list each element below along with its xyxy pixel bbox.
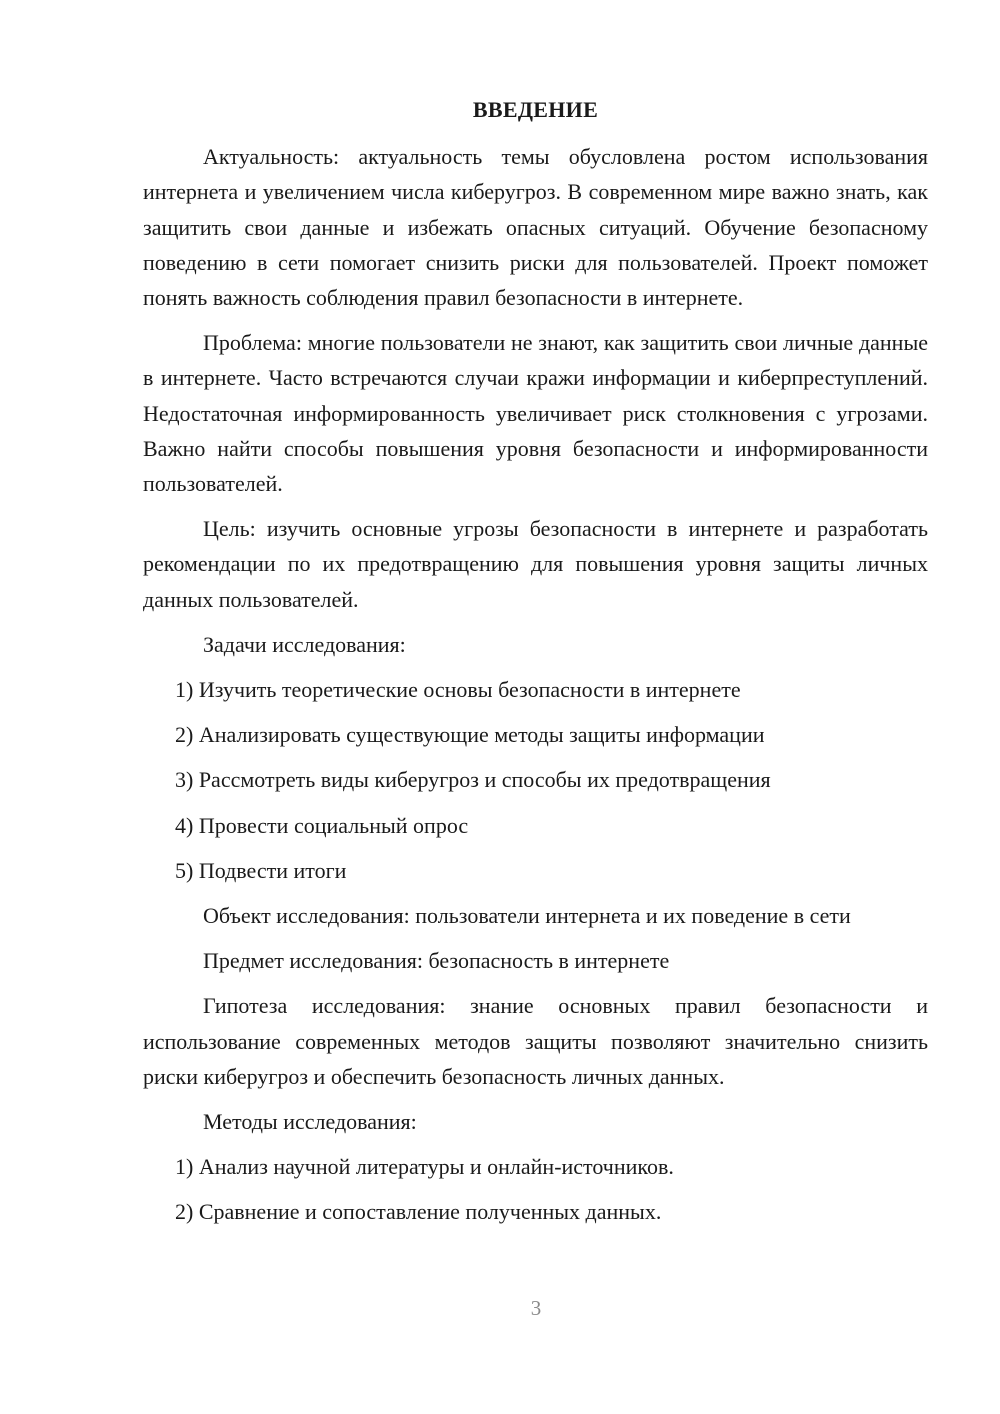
document-page <box>143 92 928 1240</box>
object-paragraph: Объект исследования: пользователи интернета и их поведение в сети <box>203 903 851 929</box>
list-item: 5) Подвести итоги <box>175 857 347 883</box>
tasks-heading: Задачи исследования: <box>203 631 406 657</box>
goal-paragraph: Цель: изучить основные угрозы безопасности в интернете и разработать рекомендации по их предотвращению для повышения уровня защиты личных данных пользователей. <box>143 516 928 612</box>
page-number: 3 <box>530 1296 542 1320</box>
problem-paragraph: Проблема: многие пользователи не знают, как защитить свои личные данные в интернете. Часто встречаются случаи кражи информации и киберпреступлений. Недостаточная информированность увеличивает риск столкновения с угрозами. Важно найти способы повышения уровня безопасности и информированности пользователей. <box>143 330 928 497</box>
list-item: 1) Изучить теоретические основы безопасности в интернете <box>175 677 741 703</box>
list-item: 2) Сравнение и сопоставление полученных данных. <box>175 1199 662 1225</box>
list-item: 2) Анализировать существующие методы защиты информации <box>175 722 765 748</box>
list-item: 3) Рассмотреть виды киберугроз и способы их предотвращения <box>175 767 771 793</box>
methods-heading: Методы исследования: <box>203 1109 417 1135</box>
subject-paragraph: Предмет исследования: безопасность в интернете <box>203 948 670 974</box>
methods-list <box>143 1149 928 1229</box>
list-item: 4) Провести социальный опрос <box>175 812 469 838</box>
list-item: 1) Анализ научной литературы и онлайн-источников. <box>175 1154 674 1180</box>
relevance-paragraph: Актуальность: актуальность темы обусловлена ростом использования интернета и увеличением числа киберугроз. В современном мире важно знать, как защитить свои данные и избежать опасных ситуаций. Обучение безопасному поведению в сети помогает снизить риски для пользователей. Проект поможет понять важность соблюдения правил безопасности в интернете. <box>143 144 928 311</box>
hypothesis-paragraph: Гипотеза исследования: знание основных правил безопасности и использование современных методов защиты позволяют значительно снизить риски киберугроз и обеспечить безопасность личных данных. <box>143 993 928 1089</box>
tasks-list <box>143 672 928 888</box>
page-title: ВВЕДЕНИЕ <box>472 97 599 122</box>
